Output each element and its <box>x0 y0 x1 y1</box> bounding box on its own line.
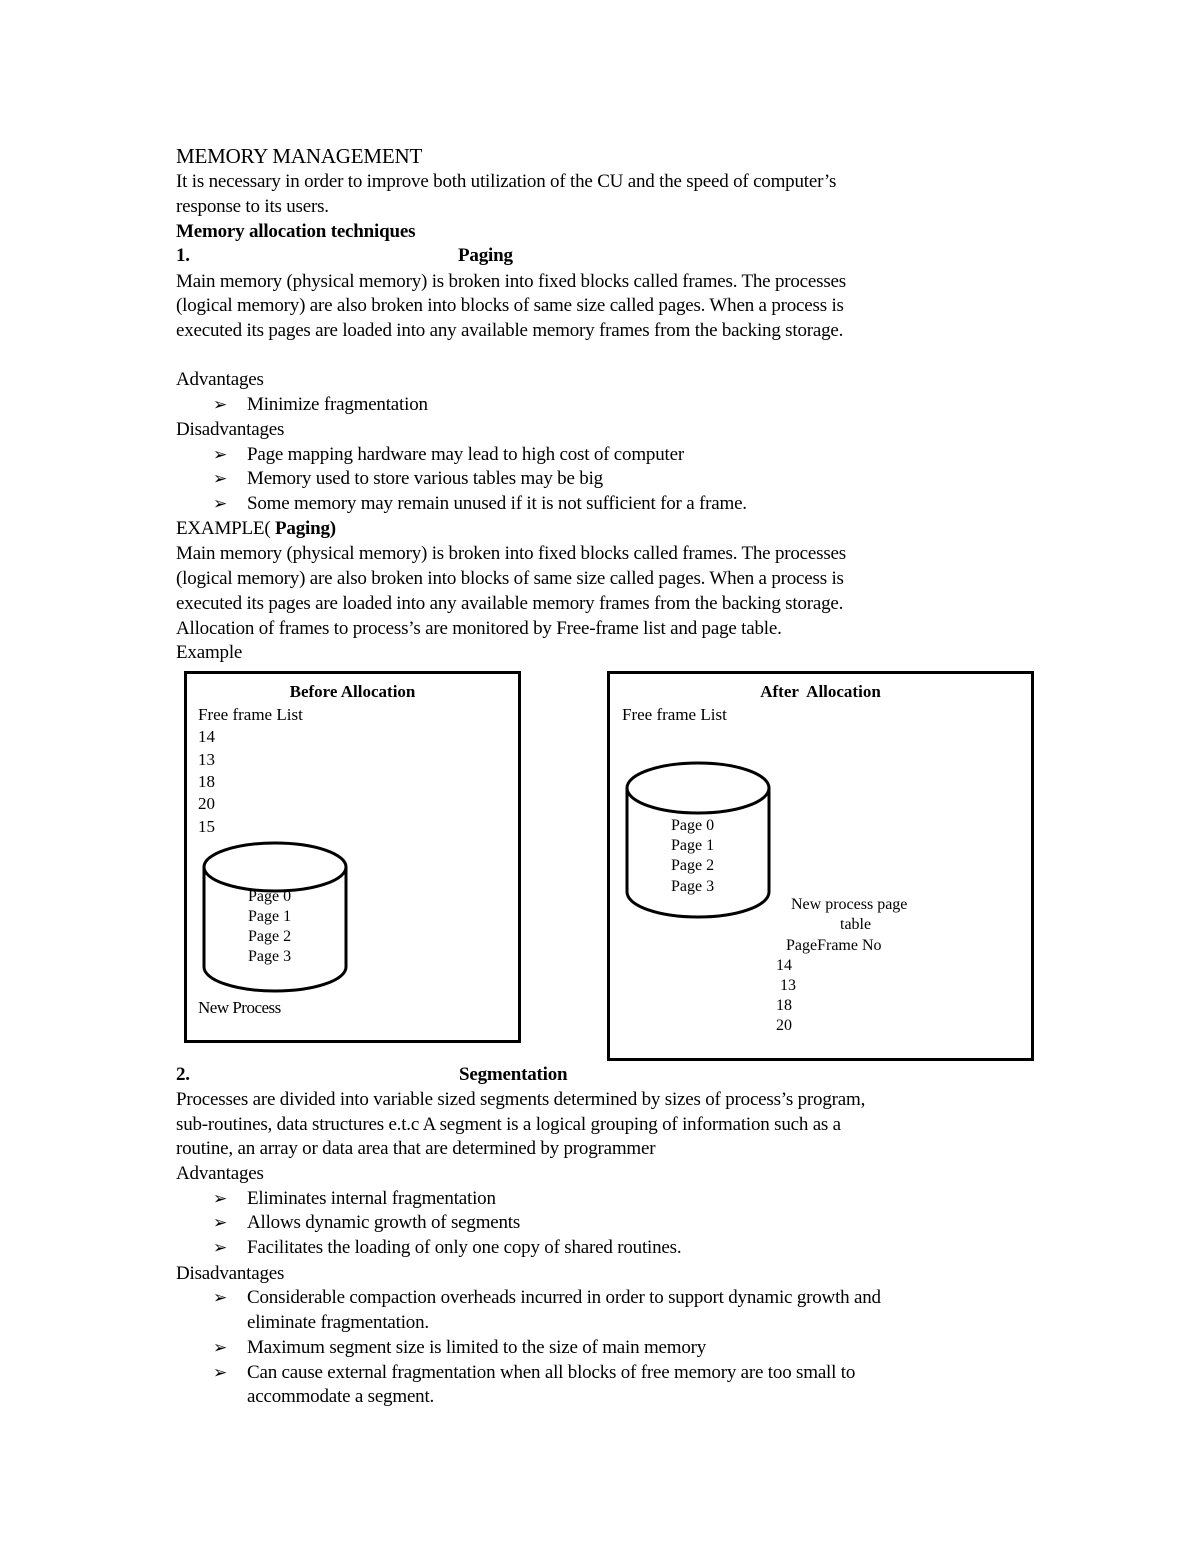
paging-heading: Paging <box>458 245 513 266</box>
example-desc-3: executed its pages are loaded into any available memory frames from the backing storage. <box>176 593 844 614</box>
segmentation-advantages-label: Advantages <box>176 1163 264 1184</box>
paging-desc-2: (logical memory) are also broken into blocks of same size called pages. When a process is <box>176 295 844 316</box>
arrow-bullet-icon: ➢ <box>213 469 228 488</box>
before-allocation-box <box>184 671 521 1043</box>
before-free-list-label: Free frame List <box>198 705 303 724</box>
cylinder-page-label: Page 2 <box>671 857 715 874</box>
segmentation-desc-2: sub-routines, data structures e.t.c A segment is a logical grouping of information such as a <box>176 1114 841 1135</box>
free-frame-value: 20 <box>198 794 215 813</box>
arrow-bullet-icon: ➢ <box>213 445 228 464</box>
example-heading: EXAMPLE( Paging) <box>176 518 336 539</box>
paging-disadvantages-label: Disadvantages <box>176 419 285 440</box>
arrow-bullet-icon: ➢ <box>213 1213 228 1232</box>
arrow-bullet-icon: ➢ <box>213 1238 228 1257</box>
page-table-frame: 20 <box>776 1017 792 1034</box>
techniques-heading: Memory allocation techniques <box>176 221 416 242</box>
example-desc-4: Allocation of frames to process’s are monitored by Free-frame list and page table. <box>176 618 782 639</box>
page-table-header: PageFrame No <box>786 937 882 954</box>
segmentation-disadvantages-label: Disadvantages <box>176 1263 285 1284</box>
segmentation-number: 2. <box>176 1064 190 1085</box>
cylinder-page-label: Page 3 <box>248 948 292 965</box>
free-frame-value: 13 <box>198 750 215 769</box>
page-table-frame: 13 <box>776 977 796 994</box>
free-frame-value: 14 <box>198 727 215 746</box>
cylinder-page-label: Page 0 <box>248 888 292 905</box>
cylinder-page-label: Page 2 <box>248 928 292 945</box>
segmentation-desc-3: routine, an array or data area that are determined by programmer <box>176 1138 656 1159</box>
page-table-frame: 18 <box>776 997 792 1014</box>
new-process-label: New Process <box>198 998 281 1017</box>
before-allocation-heading: Before Allocation <box>289 682 416 701</box>
intro-line-1: It is necessary in order to improve both utilization of the CU and the speed of computer’s <box>176 171 837 192</box>
paging-desc-1: Main memory (physical memory) is broken into fixed blocks called frames. The processes <box>176 271 846 292</box>
arrow-bullet-icon: ➢ <box>213 1338 228 1357</box>
document-page: MEMORY MANAGEMENT It is necessary in order to improve both utilization of the CU and the speed of computer’s response to its users. Memory allocation techniques 1. Paging Main memory (physical memory) is broken into fixed blocks called frames. The processes (logical memory) are also broken into blocks of same size called pages. When a process is executed its pages are loaded into any available memory frames from the backing storage. Advantages ➢ Minimize fragmentation Disadvantages ➢ Page mapping hardware may lead to high cost of computer ➢ Memory used to store various tables may be big ➢ Some memory may remain unused if it is not sufficient for a frame. EXAMPLE( Paging) Main memory (physical memory) is broken into fixed blocks called frames. The processes (logical memory) are also broken into blocks of same size called pages. When a process is executed its pages are loaded into any available memory frames from the backing storage. Allocation of frames to process’s are monitored by Free-frame list and page table. Example Before Allocation Free frame List 14 13 18 20 15 Page 0 Page 1 Page 2 Page 3 New Process After Allocation Free frame List Page 0 Page 1 Page 2 Page 3 New process page table PageFrame No 14 13 18 20 2. Segmentation Processes are divided into variable sized segments determined by sizes of process’s program, sub-routines, data structures e.t.c A segment is a logical grouping of information such as a routine, an array or data area that are determined by programmer Advantages ➢ Eliminates internal fragmentation ➢ Allows dynamic growth of segments ➢ Facilitates the loading of only one copy of shared routines. Disadvantages ➢ Considerable compaction overheads incurred in order to support dynamic growth and eliminate fragmentation. ➢ Maximum segment size is limited to the size of main memory ➢ Can cause external fragmentation when all blocks of free memory are too small to accommodate a segment. <box>0 0 1200 1553</box>
cylinder-page-label: Page 3 <box>671 878 715 895</box>
cylinder-page-label: Page 1 <box>671 837 715 854</box>
cylinder-page-label: Page 1 <box>248 908 292 925</box>
arrow-bullet-icon: ➢ <box>213 1189 228 1208</box>
arrow-bullet-icon: ➢ <box>213 1288 228 1307</box>
paging-desc-3: executed its pages are loaded into any available memory frames from the backing storage. <box>176 320 844 341</box>
free-frame-value: 18 <box>198 772 215 791</box>
free-frame-value: 15 <box>198 817 215 836</box>
intro-line-2: response to its users. <box>176 196 329 217</box>
page-table-title-2: table <box>840 916 872 933</box>
page-table-frame: 14 <box>776 957 792 974</box>
page-table-title: New process page <box>791 896 908 913</box>
example-label: Example <box>176 642 243 663</box>
arrow-bullet-icon: ➢ <box>213 1363 228 1382</box>
page-title: MEMORY MANAGEMENT <box>176 144 423 168</box>
arrow-bullet-icon: ➢ <box>213 494 228 513</box>
example-desc-1: Main memory (physical memory) is broken into fixed blocks called frames. The processes <box>176 543 846 564</box>
segmentation-heading: Segmentation <box>459 1064 568 1085</box>
cylinder-page-label: Page 0 <box>671 817 715 834</box>
after-allocation-heading: After Allocation <box>760 682 881 701</box>
paging-advantages-label: Advantages <box>176 369 264 390</box>
segmentation-desc-1: Processes are divided into variable sized segments determined by sizes of process’s program, <box>176 1089 866 1110</box>
arrow-bullet-icon: ➢ <box>213 395 228 414</box>
example-desc-2: (logical memory) are also broken into blocks of same size called pages. When a process is <box>176 568 844 589</box>
after-free-list-label: Free frame List <box>622 705 727 724</box>
paging-number: 1. <box>176 245 190 266</box>
after-allocation-box <box>607 671 1034 1061</box>
